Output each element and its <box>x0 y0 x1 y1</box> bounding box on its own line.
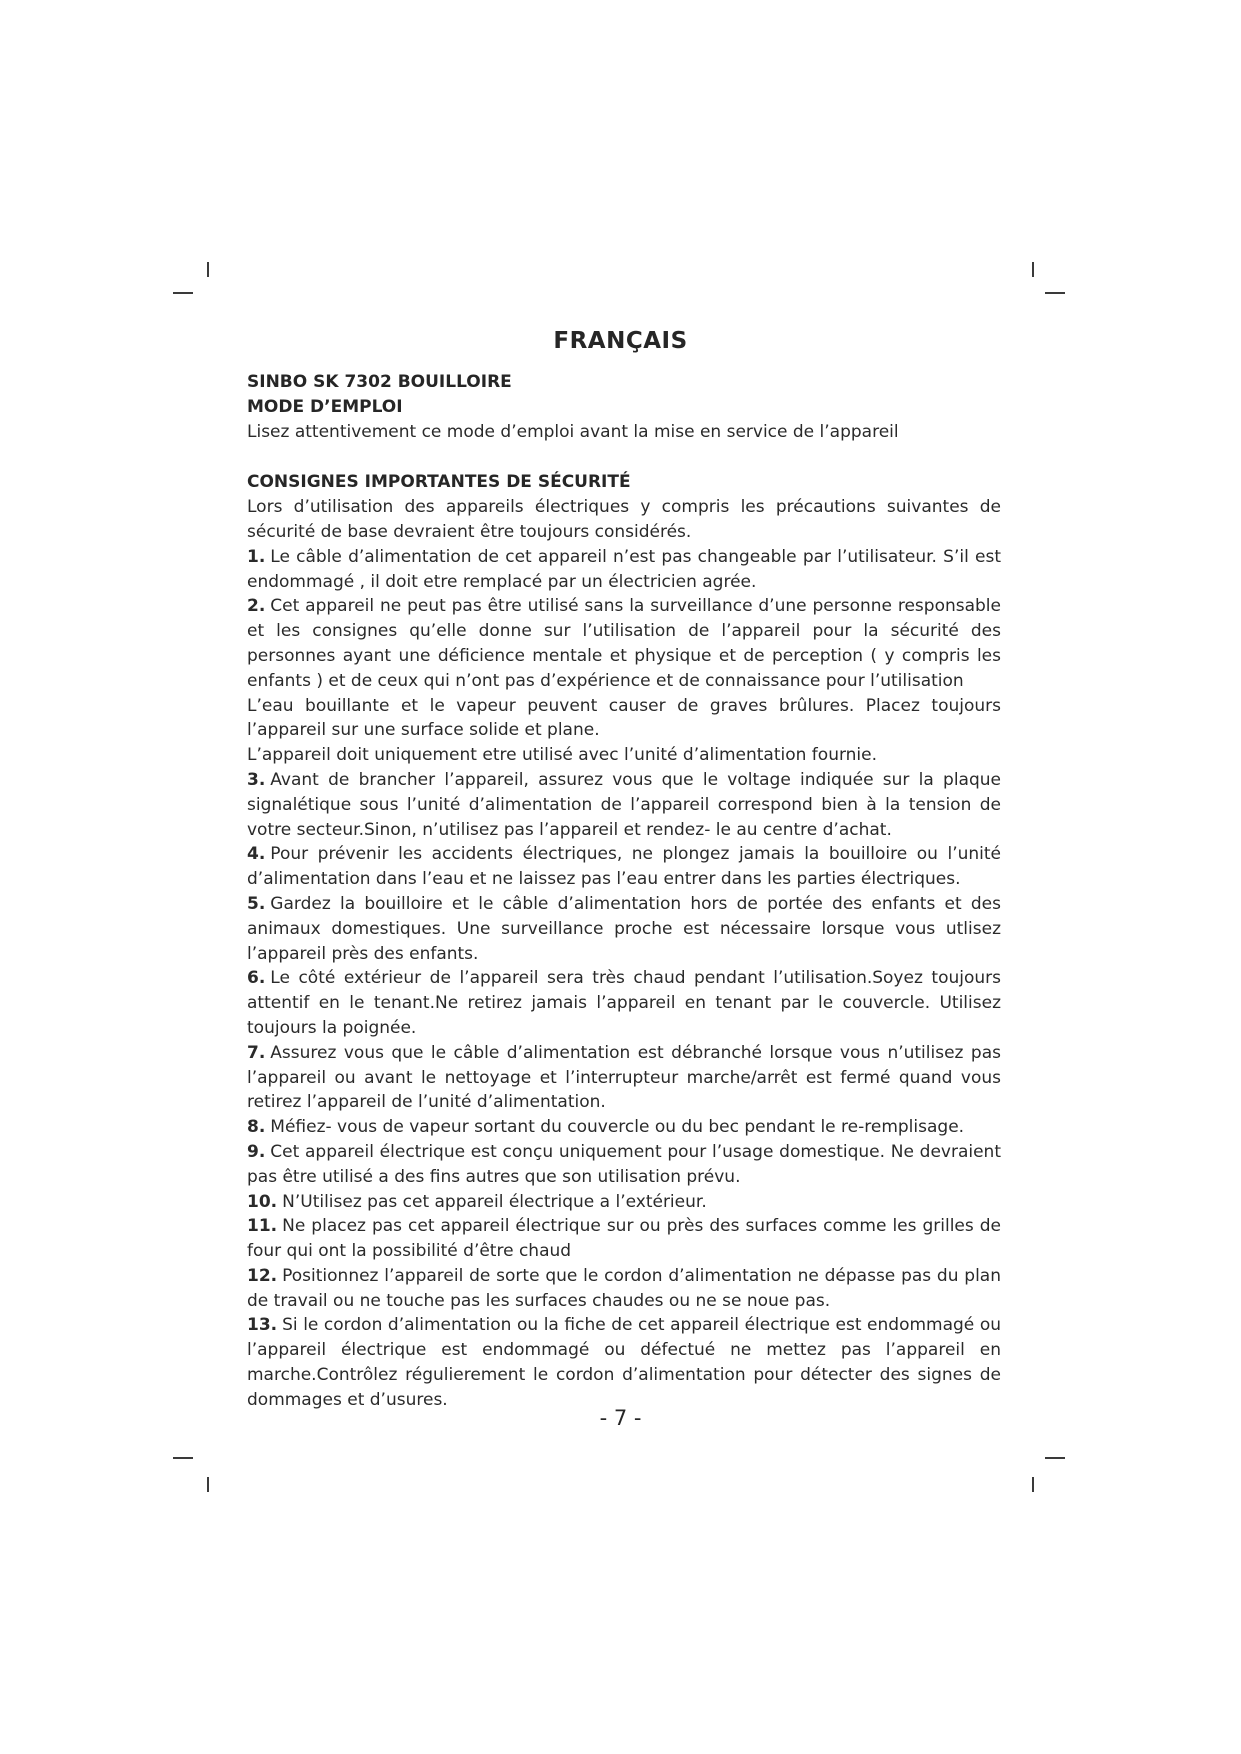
safety-item-text: Gardez la bouilloire et le câble d’alimentation hors de portée des enfants et des animaux domestiques. Une surveillance proche est nécessaire lorsque vous utlisez l’appareil près des enfants. <box>247 893 1001 964</box>
safety-item-text: N’Utilisez pas cet appareil électrique a l’extérieur. <box>282 1191 707 1212</box>
safety-item-text: Le côté extérieur de l’appareil sera très chaud pendant l’utilisation.Soyez toujours attentif en le tenant.Ne retirez jamais l’appareil en tenant par le couvercle. Utilisez toujours la poignée. <box>247 968 1001 1038</box>
safety-intro: Lors d’utilisation des appareils électriques y compris les précautions suivantes de sécurité de base devraient être toujours considérés. <box>247 497 1001 542</box>
safety-item-text: Si le cordon d’alimentation ou la fiche de cet appareil électrique est endommagé ou l’appareil électrique est endommagé ou défectué ne mettez pas l’appareil en marche.Contrôlez régulierement le cordon d’alimentation pour détecter des signes de dommages et d’usures. <box>247 1315 1001 1410</box>
safety-item-number: 7. <box>247 1042 266 1063</box>
safety-item <box>247 743 1001 768</box>
safety-item-number: 11. <box>247 1216 278 1237</box>
safety-item-text: Ne placez pas cet appareil électrique sur ou près des surfaces comme les grilles de four qui ont la possibilité d’être chaud <box>247 1216 1001 1262</box>
safety-item <box>247 768 1001 842</box>
safety-item-number: 9. <box>247 1141 266 1162</box>
safety-item-number: 8. <box>247 1117 266 1138</box>
crop-mark-bottom-right-horizontal <box>1045 1457 1065 1459</box>
model-line: SINBO SK 7302 BOUILLOIRE <box>247 372 512 392</box>
safety-item-number: 13. <box>247 1315 278 1336</box>
safety-item-number: 4. <box>247 844 266 865</box>
manual-label: MODE D’EMPLOI <box>247 396 403 417</box>
safety-item-text: Cet appareil ne peut pas être utilisé sans la surveillance d’une personne responsable et les consignes qu’elle donne sur l’utilisation de l’appareil pour la sécurité des personnes ayant une déficience mentale et physique et de perception ( y compris les enfants ) et de ceux qui n’ont pas d’expérience et de connaissance pour l’utilisation <box>247 596 1001 691</box>
crop-mark-top-right-vertical <box>1032 262 1034 277</box>
safety-item-text: L’appareil doit uniquement etre utilisé avec l’unité d’alimentation fournie. <box>247 745 878 766</box>
safety-item-number: 10. <box>247 1191 278 1212</box>
safety-item <box>247 842 1001 892</box>
safety-item-number: 12. <box>247 1265 278 1286</box>
safety-item-text: L’eau bouillante et le vapeur peuvent causer de graves brûlures. Placez toujours l’appareil sur une surface solide et plane. <box>247 695 1001 741</box>
safety-item <box>247 1264 1001 1314</box>
crop-mark-bottom-right-vertical <box>1032 1477 1034 1492</box>
safety-item <box>247 1313 1001 1412</box>
safety-item-text: Le câble d’alimentation de cet appareil n’est pas changeable par l’utilisateur. S’il est endommagé , il doit etre remplacé par un électricien agrée. <box>247 546 1001 592</box>
safety-item-text: Assurez vous que le câble d’alimentation est débranché lorsque vous n’utilisez pas l’appareil ou avant le nettoyage et l’interrupteur marche/arrêt est fermé quand vous retirez l’appareil de l’unité d’alimentation. <box>247 1042 1001 1113</box>
page-number: - 7 - <box>599 1406 642 1430</box>
crop-mark-top-left-horizontal <box>173 292 193 294</box>
safety-item <box>247 1214 1001 1264</box>
intro-text: Lisez attentivement ce mode d’emploi avant la mise en service de l’appareil <box>247 421 899 442</box>
safety-item-text: Positionnez l’appareil de sorte que le cordon d’alimentation ne dépasse pas du plan de travail ou ne touche pas les surfaces chaudes ou ne se noue pas. <box>247 1265 1001 1311</box>
safety-item-text: Pour prévenir les accidents électriques, ne plongez jamais la bouilloire ou l’unité d’alimentation dans l’eau et ne laissez pas l’eau entrer dans les parties électriques. <box>247 844 1001 890</box>
safety-item-text: Cet appareil électrique est conçu uniquement pour l’usage domestique. Ne devraient pas être utilisé a des fins autres que son utilisation prévu. <box>247 1141 1001 1187</box>
safety-item-number: 2. <box>247 596 266 617</box>
safety-item-number: 1. <box>247 546 266 567</box>
crop-mark-bottom-left-horizontal <box>173 1457 193 1459</box>
safety-item <box>247 694 1001 744</box>
safety-item <box>247 1190 1001 1215</box>
safety-item-text: Méfiez- vous de vapeur sortant du couvercle ou du bec pendant le re-remplisage. <box>270 1117 965 1138</box>
spacer <box>247 444 1001 470</box>
manual-body <box>247 370 1001 1413</box>
crop-mark-top-left-vertical <box>207 262 209 277</box>
page-title: FRANÇAIS <box>553 328 688 354</box>
safety-item <box>247 545 1001 595</box>
safety-item <box>247 1115 1001 1140</box>
safety-items <box>247 545 1001 1413</box>
safety-item <box>247 1041 1001 1115</box>
crop-mark-bottom-left-vertical <box>207 1477 209 1492</box>
safety-heading: CONSIGNES IMPORTANTES DE SÉCURITÉ <box>247 472 631 493</box>
safety-item <box>247 594 1001 693</box>
safety-item-number: 6. <box>247 968 266 989</box>
safety-item-text: Avant de brancher l’appareil, assurez vous que le voltage indiquée sur la plaque signalétique sous l’unité d’alimentation de l’appareil correspond bien à la tension de votre secteur.Sinon, n’utilisez pas l’appareil et rendez- le au centre d’achat. <box>247 769 1001 840</box>
safety-item-number: 3. <box>247 769 266 790</box>
safety-item <box>247 892 1001 966</box>
safety-item <box>247 1140 1001 1190</box>
crop-mark-top-right-horizontal <box>1045 292 1065 294</box>
safety-item <box>247 966 1001 1040</box>
safety-item-number: 5. <box>247 893 266 914</box>
